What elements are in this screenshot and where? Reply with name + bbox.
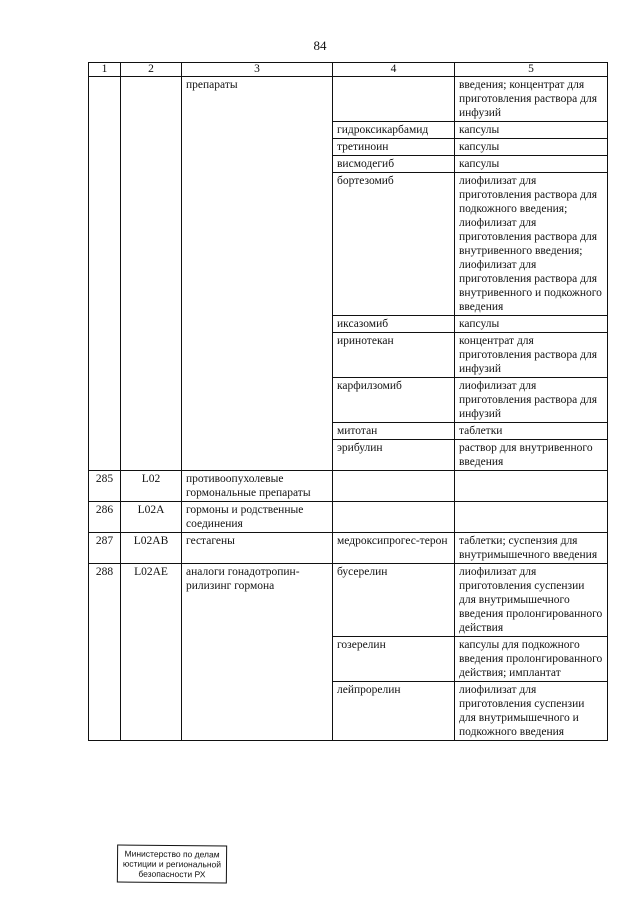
- cell-drug: иринотекан: [333, 333, 455, 378]
- cell-number: 287: [89, 533, 121, 564]
- cell-form: концентрат для приготовления раствора для инфузий: [455, 333, 608, 378]
- cell-drug: бусерелин: [333, 564, 455, 637]
- cell-form: лиофилизат для приготовления суспензии для внутримышечного и подкожного введения: [455, 682, 608, 741]
- cell-form: капсулы для подкожного введения пролонгированного действия; имплантат: [455, 637, 608, 682]
- cell-form: лиофилизат для приготовления суспензии для внутримышечного введения пролонгированного действия: [455, 564, 608, 637]
- cell-form: раствор для внутривенного введения: [455, 440, 608, 471]
- cell-number: [89, 77, 121, 471]
- cell-form: [455, 502, 608, 533]
- header-col-5: 5: [455, 63, 608, 77]
- stamp-line: Министерство по делам: [124, 848, 220, 860]
- cell-form: капсулы: [455, 156, 608, 173]
- header-row: [89, 63, 608, 77]
- registration-stamp: [117, 845, 227, 884]
- cell-drug: [333, 471, 455, 502]
- cell-form: капсулы: [455, 139, 608, 156]
- cell-drug: эрибулин: [333, 440, 455, 471]
- cell-number: 285: [89, 471, 121, 502]
- stamp-line: юстиции и региональной: [122, 858, 222, 870]
- cell-drug: иксазомиб: [333, 316, 455, 333]
- cell-group: противоопухолевые гормональные препараты: [182, 471, 333, 502]
- cell-form: введения; концентрат для приготовления раствора для инфузий: [455, 77, 608, 122]
- cell-code: L02: [121, 471, 182, 502]
- table-row: [89, 533, 608, 564]
- page-number: 84: [313, 38, 327, 53]
- table-row: [89, 564, 608, 637]
- cell-number: 286: [89, 502, 121, 533]
- cell-form: таблетки: [455, 423, 608, 440]
- cell-code: L02AB: [121, 533, 182, 564]
- header-col-2: 2: [121, 63, 182, 77]
- cell-drug: лейпрорелин: [333, 682, 455, 741]
- stamp-line: безопасности РХ: [138, 868, 206, 880]
- table-row: [89, 471, 608, 502]
- cell-drug: [333, 77, 455, 122]
- cell-drug: карфилзомиб: [333, 378, 455, 423]
- cell-drug: медроксипрогес-терон: [333, 533, 455, 564]
- cell-form: капсулы: [455, 122, 608, 139]
- cell-group: гормоны и родственные соединения: [182, 502, 333, 533]
- cell-code: [121, 77, 182, 471]
- cell-number: 288: [89, 564, 121, 741]
- cell-drug: третиноин: [333, 139, 455, 156]
- drug-table: [88, 62, 608, 741]
- cell-code: L02A: [121, 502, 182, 533]
- cell-drug: бортезомиб: [333, 173, 455, 316]
- cell-form: лиофилизат для приготовления раствора для подкожного введения; лиофилизат для приготовления раствора для внутривенного введения; лиофилизат для приготовления раствора для внутривенного и подкожного введения: [455, 173, 608, 316]
- cell-drug: митотан: [333, 423, 455, 440]
- cell-form: [455, 471, 608, 502]
- cell-form: капсулы: [455, 316, 608, 333]
- cell-group: гестагены: [182, 533, 333, 564]
- cell-drug: гидроксикарбамид: [333, 122, 455, 139]
- table-row: [89, 77, 608, 122]
- cell-form: лиофилизат для приготовления раствора для инфузий: [455, 378, 608, 423]
- cell-group: аналоги гонадотропин-рилизинг гормона: [182, 564, 333, 741]
- cell-form: таблетки; суспензия для внутримышечного введения: [455, 533, 608, 564]
- cell-drug: висмодегиб: [333, 156, 455, 173]
- header-col-3: 3: [182, 63, 333, 77]
- cell-code: L02AE: [121, 564, 182, 741]
- cell-drug: гозерелин: [333, 637, 455, 682]
- cell-group: препараты: [182, 77, 333, 471]
- table-row: [89, 502, 608, 533]
- cell-drug: [333, 502, 455, 533]
- header-col-1: 1: [89, 63, 121, 77]
- header-col-4: 4: [333, 63, 455, 77]
